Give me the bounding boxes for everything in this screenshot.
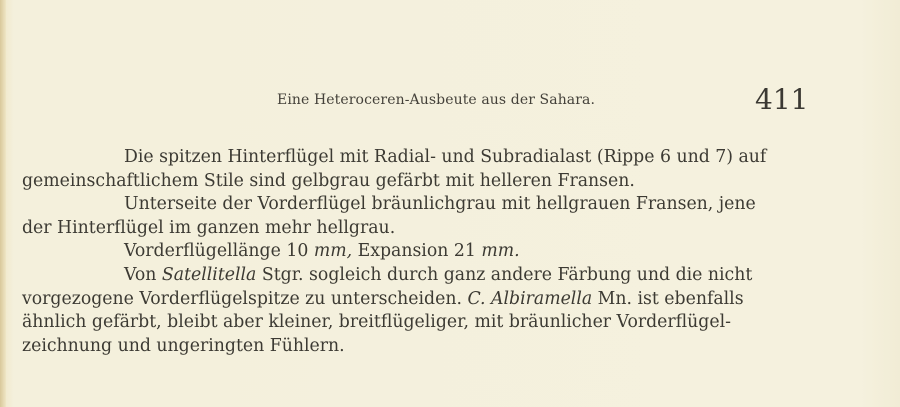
paragraph-4-line-3: ähnlich gefärbt, bleibt aber kleiner, breitflügeliger, mit bräunlicher Vorderflügel- <box>22 312 731 333</box>
species-name-satellitella: Satellitella <box>161 264 257 285</box>
body-text <box>22 146 788 358</box>
paragraph-1-line-2: gemeinschaftlichem Stile sind gelbgrau gefärbt mit helleren Fransen. <box>22 170 635 191</box>
expansion-label: Expansion 21 <box>352 241 482 262</box>
text-run: vorgezogene Vorderflügelspitze zu unterscheiden. <box>22 288 468 309</box>
species-name-albiramella: C. Albiramella <box>467 288 593 309</box>
paragraph-2-line-2: der Hinterflügel im ganzen mehr hellgrau. <box>22 217 396 238</box>
unit-mm-1: mm, <box>313 241 353 262</box>
text-run: Von <box>124 264 162 285</box>
paragraph-4-line-1 <box>22 264 788 288</box>
page-number: 411 <box>755 83 809 116</box>
paragraph-4-line-2 <box>22 288 788 312</box>
forewing-length-label: Vorderflügellänge 10 <box>124 241 314 262</box>
running-title: Eine Heteroceren-Ausbeute aus der Sahara. <box>277 92 596 108</box>
paragraph-3-line-1 <box>22 240 788 264</box>
text-run: Mn. ist ebenfalls <box>592 288 744 309</box>
paragraph-2-line-1: Unterseite der Vorderflügel bräunlichgrau mit hellgrauen Fransen, jene <box>124 194 756 215</box>
page-edge <box>0 0 6 407</box>
text-run: Stgr. sogleich durch ganz andere Färbung und die nicht <box>256 264 753 285</box>
unit-mm-2: mm. <box>481 241 520 262</box>
paragraph-4-line-4: zeichnung und ungeringten Fühlern. <box>22 335 345 356</box>
paragraph-1-line-1: Die spitzen Hinterflügel mit Radial- und Subradialast (Rippe 6 und 7) auf <box>124 147 767 167</box>
